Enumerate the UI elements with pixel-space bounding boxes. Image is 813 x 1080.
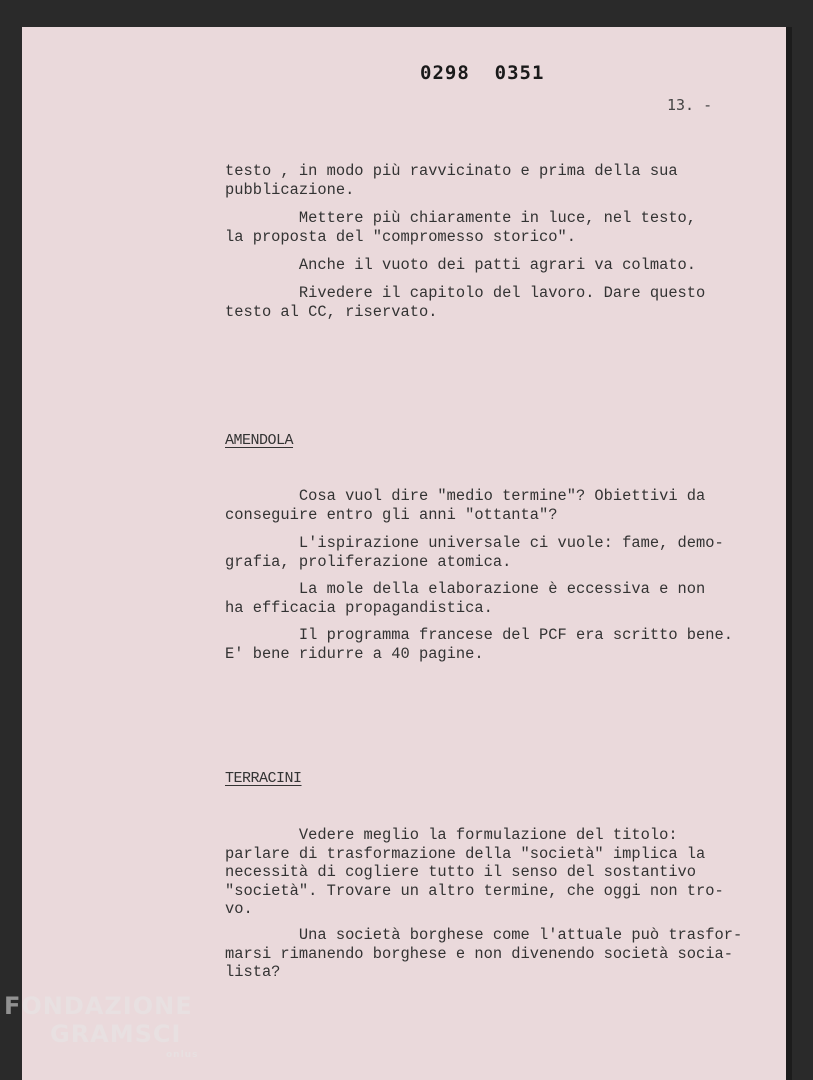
amendola-paragraph-1: Cosa vuol dire "medio termine"? Obiettivi da conseguire entro gli anni "ottanta"? (225, 487, 706, 524)
section-heading-amendola: AMENDOLA (225, 432, 294, 449)
page-number: 13. - (667, 96, 713, 114)
amendola-paragraph-2: L'ispirazione universale ci vuole: fame, demo- grafia, proliferazione atomica. (225, 534, 724, 571)
amendola-paragraph-3: La mole della elaborazione è eccessiva e non ha efficacia propagandistica. (225, 580, 706, 617)
archive-document-number: 0298 0351 (420, 62, 545, 84)
watermark-line-1: FONDAZIONE (4, 992, 193, 1020)
fondazione-gramsci-watermark (4, 990, 230, 1080)
intro-paragraph-2: Mettere più chiaramente in luce, nel testo, la proposta del "compromesso storico". (225, 209, 697, 246)
intro-paragraph-1: testo , in modo più ravvicinato e prima della sua pubblicazione. (225, 162, 678, 199)
intro-paragraph-3: Anche il vuoto dei patti agrari va colmato. (225, 256, 697, 274)
amendola-paragraph-4: Il programma francese del PCF era scritto bene. E' bene ridurre a 40 pagine. (225, 626, 733, 663)
terracini-paragraph-2: Una società borghese come l'attuale può trasfor- marsi rimanendo borghese e non divenendo società socia- lista? (225, 926, 743, 981)
intro-paragraph-4: Rivedere il capitolo del lavoro. Dare questo testo al CC, riservato. (225, 284, 706, 321)
section-heading-terracini: TERRACINI (225, 770, 302, 787)
watermark-line-3: onlus (166, 1050, 199, 1060)
terracini-paragraph-1: Vedere meglio la formulazione del titolo: parlare di trasformazione della "società" implica la necessità di cogliere tutto il senso del sostantivo "società". Trovare un altro termine, che oggi non tro- vo. (225, 826, 724, 918)
watermark-line-2: GRAMSCI (50, 1020, 182, 1048)
page-edge-shadow (786, 27, 792, 1080)
